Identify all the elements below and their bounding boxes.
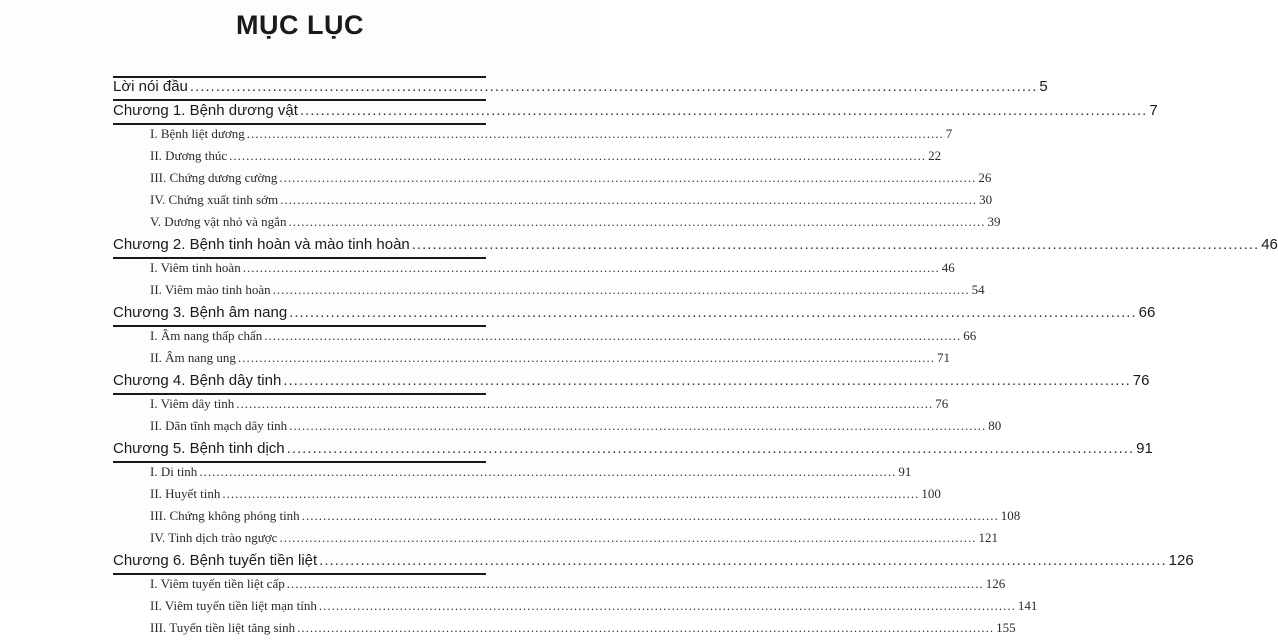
toc-section-entry (113, 148, 942, 170)
dot-leader (287, 576, 984, 592)
dot-leader (247, 126, 944, 142)
toc-entry-label: III. Tuyến tiền liệt tăng sinh (150, 620, 296, 635)
page-title: MỤC LỤC (236, 10, 364, 40)
toc-entry-label: I. Viêm tinh hoàn (150, 260, 241, 275)
toc-entry-page-number: 7 (1149, 102, 1158, 119)
toc-chapter-entry (113, 552, 1194, 575)
toc-entry-label: Lời nói đầu (113, 78, 188, 95)
toc-entry-page-number: 26 (978, 170, 992, 185)
toc-section-entry (113, 620, 1016, 642)
dot-leader (297, 620, 994, 636)
toc-section-entry (113, 350, 950, 372)
toc-chapter-entry (113, 372, 1150, 395)
toc-entry-label: Chương 3. Bệnh âm nang (113, 304, 288, 321)
toc-entry-page-number: 46 (1261, 236, 1278, 253)
dot-leader (319, 598, 1016, 614)
toc-entry-page-number: 66 (963, 328, 977, 343)
toc-entry-label: III. Chứng không phóng tinh (150, 508, 300, 523)
toc-entry-page-number: 100 (921, 486, 941, 501)
toc-section-entry (113, 508, 1021, 530)
toc-entry-label: Chương 1. Bệnh dương vật (113, 102, 298, 119)
toc-section-entry (113, 598, 1038, 620)
toc-section-entry (113, 170, 992, 192)
toc-chapter-entry (113, 304, 1156, 327)
dot-leader (287, 440, 1134, 457)
toc-section-entry (113, 126, 953, 148)
dot-leader (238, 350, 935, 366)
toc-entry-label: II. Huyết tinh (150, 486, 221, 501)
toc-entry-label: II. Viêm tuyến tiền liệt mạn tính (150, 598, 317, 613)
dot-leader (280, 192, 977, 208)
toc-entry-page-number: 76 (1132, 372, 1150, 389)
toc-entry-page-number: 141 (1017, 598, 1038, 613)
dot-leader (300, 102, 1147, 119)
toc-entry-label: IV. Chứng xuất tinh sớm (150, 192, 279, 207)
dot-leader (412, 236, 1259, 253)
toc-entry-label: II. Viêm mào tinh hoàn (150, 282, 271, 297)
toc-section-entry (113, 576, 1006, 598)
toc-entry-page-number: 91 (898, 464, 912, 479)
toc-entry-label: Chương 2. Bệnh tinh hoàn và mào tinh hoàn (113, 236, 410, 253)
toc-section-entry (113, 260, 955, 282)
dot-leader (279, 170, 976, 186)
toc-entry-page-number: 80 (988, 418, 1002, 433)
toc-entry-page-number: 126 (1168, 552, 1194, 569)
dot-leader (190, 78, 1037, 95)
dot-leader (289, 304, 1136, 321)
toc-chapter-entry (113, 76, 1048, 101)
toc-entry-label: II. Âm nang ung (150, 350, 236, 365)
toc-entry-label: Chương 6. Bệnh tuyến tiền liệt (113, 552, 318, 569)
toc-entry-page-number: 5 (1039, 78, 1048, 95)
table-of-contents (113, 76, 1278, 642)
toc-section-entry (113, 464, 912, 486)
toc-entry-label: I. Di tinh (150, 464, 198, 479)
toc-section-entry (113, 530, 998, 552)
toc-entry-label: V. Dương vật nhỏ và ngắn (150, 214, 287, 229)
toc-entry-page-number: 66 (1138, 304, 1156, 321)
toc-section-entry (113, 486, 941, 508)
toc-section-entry (113, 328, 977, 350)
toc-entry-page-number: 126 (985, 576, 1006, 591)
dot-leader (288, 214, 985, 230)
toc-entry-label: II. Dương thúc (150, 148, 228, 163)
toc-entry-page-number: 22 (928, 148, 942, 163)
toc-entry-label: III. Chứng dương cường (150, 170, 278, 185)
toc-section-entry (113, 192, 993, 214)
toc-chapter-entry (113, 440, 1153, 463)
toc-chapter-entry (113, 236, 1278, 259)
toc-entry-page-number: 108 (1000, 508, 1021, 523)
toc-entry-page-number: 46 (941, 260, 955, 275)
toc-section-entry (113, 214, 1001, 236)
toc-entry-page-number: 155 (996, 620, 1016, 635)
toc-entry-label: I. Viêm dây tinh (150, 396, 235, 411)
dot-leader (302, 508, 999, 524)
dot-leader (199, 464, 896, 480)
dot-leader (229, 148, 926, 164)
toc-chapter-entry (113, 102, 1158, 125)
dot-leader (283, 372, 1130, 389)
toc-entry-label: I. Bệnh liệt dương (150, 126, 245, 141)
toc-entry-page-number: 39 (987, 214, 1001, 229)
toc-entry-label: Chương 4. Bệnh dây tinh (113, 372, 282, 389)
toc-entry-label: Chương 5. Bệnh tinh dịch (113, 440, 285, 457)
toc-entry-label: I. Âm nang thấp chẩn (150, 328, 263, 343)
dot-leader (264, 328, 961, 344)
dot-leader (289, 418, 986, 434)
toc-entry-page-number: 30 (979, 192, 993, 207)
dot-leader (273, 282, 970, 298)
toc-entry-page-number: 7 (945, 126, 953, 141)
toc-entry-label: II. Dãn tĩnh mạch dây tinh (150, 418, 288, 433)
toc-entry-page-number: 54 (971, 282, 985, 297)
dot-leader (222, 486, 919, 502)
toc-entry-page-number: 121 (978, 530, 998, 545)
dot-leader (236, 396, 933, 412)
dot-leader (243, 260, 940, 276)
toc-entry-page-number: 71 (936, 350, 950, 365)
toc-entry-label: IV. Tinh dịch trào ngược (150, 530, 278, 545)
toc-entry-page-number: 76 (935, 396, 949, 411)
toc-section-entry (113, 418, 1002, 440)
dot-leader (319, 552, 1166, 569)
toc-entry-page-number: 91 (1136, 440, 1153, 457)
toc-entry-label: I. Viêm tuyến tiền liệt cấp (150, 576, 285, 591)
toc-section-entry (113, 396, 949, 418)
dot-leader (279, 530, 976, 546)
toc-section-entry (113, 282, 985, 304)
